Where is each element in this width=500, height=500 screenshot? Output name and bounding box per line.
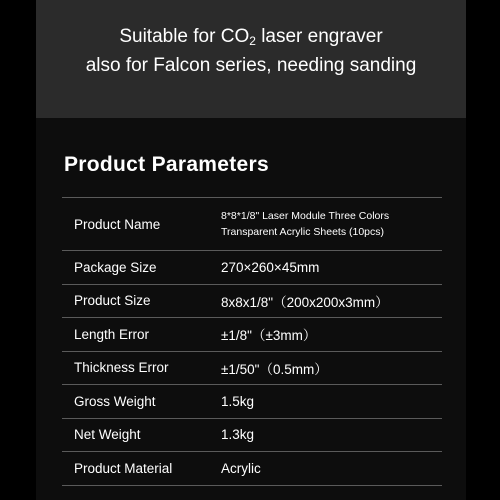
banner-subscript: 2 <box>249 34 256 48</box>
param-row-thickness-error <box>62 352 442 386</box>
param-value: 8*8*1/8" Laser Module Three Colors Transparent Acrylic Sheets (10pcs) <box>221 210 390 238</box>
banner-line-1 <box>36 0 466 52</box>
param-name: Gross Weight <box>74 393 156 409</box>
param-name: Length Error <box>74 326 150 342</box>
param-name: Product Material <box>74 460 173 476</box>
param-value: Acrylic <box>221 460 261 476</box>
banner-line-2: also for Falcon series, needing sanding <box>85 55 417 76</box>
param-row-package-size <box>62 251 442 285</box>
param-name: Thickness Error <box>74 360 169 376</box>
param-row-product-size <box>62 285 442 319</box>
param-name: Package Size <box>74 259 157 275</box>
compatibility-banner <box>36 0 466 118</box>
parameters-table <box>62 197 442 486</box>
banner-line-1-prefix: Suitable for CO <box>119 26 250 47</box>
param-row-length-error <box>62 318 442 352</box>
param-value: ±1/8"（±3mm） <box>221 328 317 344</box>
param-value: 1.5kg <box>221 393 255 409</box>
param-name: Product Size <box>74 293 151 309</box>
param-row-product-name <box>62 198 442 251</box>
param-row-product-material <box>62 452 442 486</box>
param-value: ±1/50"（0.5mm） <box>221 361 328 377</box>
param-name: Product Name <box>74 216 161 232</box>
param-row-net-weight <box>62 419 442 453</box>
param-value: 1.3kg <box>221 427 255 443</box>
param-row-gross-weight <box>62 385 442 419</box>
param-value: 8x8x1/8"（200x200x3mm） <box>221 294 389 310</box>
banner-line-1-suffix: laser engraver <box>255 26 383 47</box>
param-value: 270×260×45mm <box>221 259 320 275</box>
param-name: Net Weight <box>74 427 141 443</box>
section-title: Product Parameters <box>64 153 269 176</box>
